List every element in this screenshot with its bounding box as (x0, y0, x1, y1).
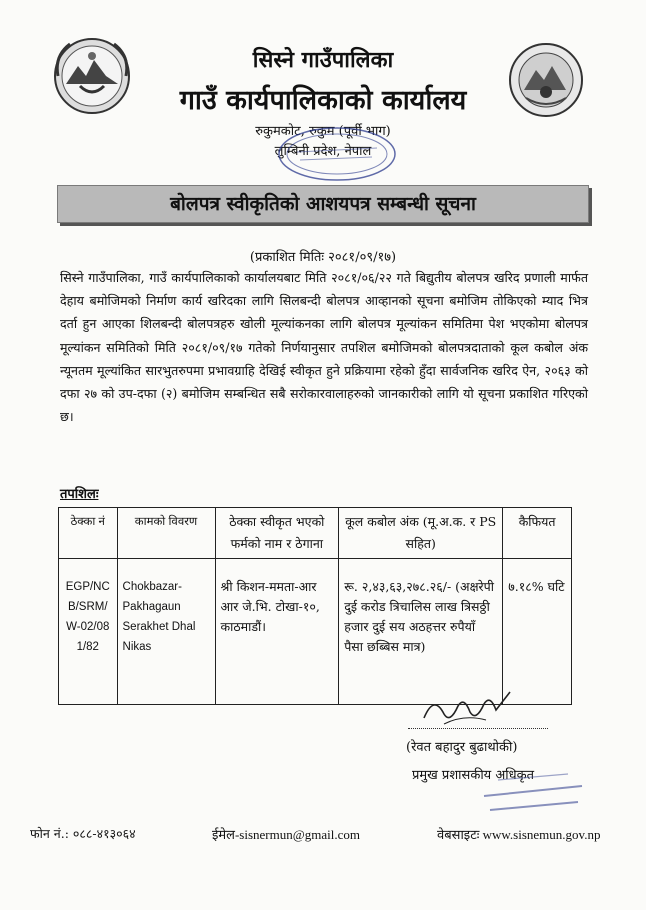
notice-body: सिस्ने गाउँपालिका, गाउँ कार्यपालिकाको कार्यालयबाट मिति २०८१/०६/२२ गते बिद्युतीय बोलपत्र खरिद प्रणाली मार्फत देहाय बमोजिमको निर्माण कार्य खरिदका लागि सिलबन्दी बोलपत्र आव्हानको सूचना बमोजिम तोकिएको म्याद भित्र दर्ता हुन आएका शिलबन्दी बोलपत्रहरु खोली मूल्यांकनका लागि बोलपत्र मूल्यांकन समितिमा पेश भएकोमा बोलपत्र मूल्यांकन समितिको मिति २०८१/०९/१७ गतेको निर्णयानुसार तपशिल बमोजिमको बोलपत्रदाताको कूल कबोल अंक न्यूनतम मूल्यांकित सारभुतरुपमा प्रभावग्राहि देखिई स्वीकृत हुने प्रक्रियामा रहेको हुँदा सार्वजनिक खरिद ऐन, २०६३ को दफा २७ को उप-दफा (२) बमोजिम सम्बन्धित सबै सरोकारवालाहरुको जानकारीको लागि यो सूचना प्रकाशित गरिएको छ। (60, 270, 588, 425)
col-contract-no: ठेक्का नं (59, 508, 118, 559)
col-remarks: कैफियत (503, 508, 572, 559)
office-stamp-icon (272, 124, 402, 184)
col-work: कामको विवरण (117, 508, 215, 559)
org-name: सिस्ने गाउँपालिका (252, 47, 394, 73)
officer-stamp-icon (478, 766, 590, 820)
signatory-title: प्रमुख प्रशासकीय अधिकृत (412, 768, 535, 783)
bid-amount: रू. २,४३,६३,२७८.२६/- (अक्षरेपी दुई करोड त्रिचालिस लाख त्रिसठ्ठी हजार दुई सय अठहत्तर रुपैयाँ पैसा छब्बिस मात्र) (339, 559, 503, 705)
work-description: Chokbazar-Pakhagaun Serakhet Dhal Nikas (117, 559, 215, 705)
col-firm: ठेक्का स्वीकृत भएको फर्मको नाम र ठेगाना (215, 508, 339, 559)
office-name: गाउँ कार्यपालिकाको कार्यालय (179, 85, 467, 116)
footer-website[interactable]: वेबसाइटः www.sisnemun.gov.np (437, 827, 601, 842)
details-heading: तपशिलः (60, 487, 99, 502)
contract-table (58, 507, 572, 705)
col-amount: कूल कबोल अंक (मू.अ.क. र PS सहित) (339, 508, 503, 559)
footer-email[interactable]: ईमेल-sisnermun@gmail.com (212, 827, 360, 842)
table-row (59, 559, 572, 705)
signature-icon (414, 684, 524, 730)
published-date: (प्रकाशित मितिः २०८१/०९/१७) (249, 250, 397, 265)
remarks: ७.१८% घटि (503, 559, 572, 705)
address-line-2: लुम्बिनी प्रदेश, नेपाल (274, 144, 372, 159)
address-line-1: रुकुमकोट, रुकुम (पूर्वी भाग) (255, 124, 391, 139)
signatory-name: (रेवत बहादुर बुढाथोकी) (406, 740, 518, 755)
firm-name: श्री किशन-ममता-आर आर जे.भि. टोखा-१०, काठमाडौं। (215, 559, 339, 705)
notice-title: बोलपत्र स्वीकृतिको आशयपत्र सम्बन्धी सूचना (57, 185, 589, 223)
contract-no: EGP/NCB/SRM/W-02/081/82 (59, 559, 118, 705)
table-header-row (59, 508, 572, 559)
footer-phone: फोन नं.: ०८८-४१३०६४ (30, 826, 136, 841)
